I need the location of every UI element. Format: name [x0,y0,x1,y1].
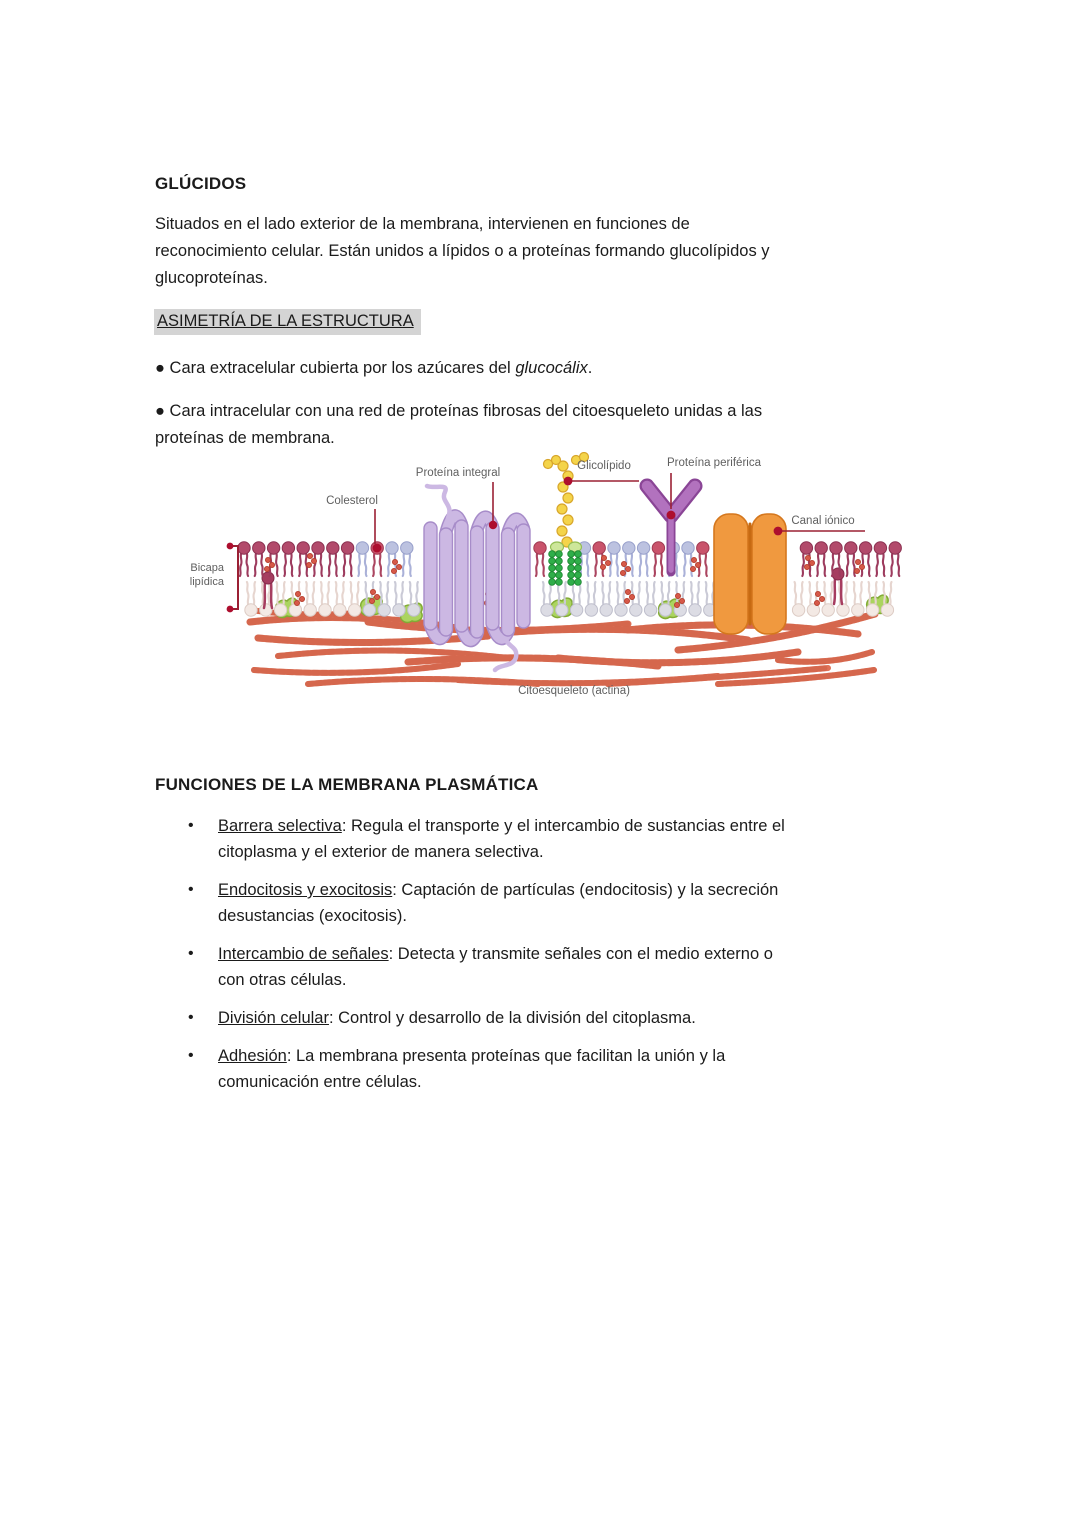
paragraph-line: glucoproteínas. [155,269,268,287]
list-bullet: • [188,945,194,962]
glucidos-paragraph [155,211,945,292]
leader-dot-canal [774,527,783,536]
list-item [188,1043,928,1095]
paragraph-line: Situados en el lado exterior de la membrana, intervienen en funciones de [155,215,690,233]
bracket-dot-bottom [227,606,234,613]
list-item-text [218,813,928,865]
list-desc-line2: con otras células. [218,971,347,989]
list-desc: : Captación de partículas (endocitosis) y la secreción [392,881,779,899]
bullet2-line: ● Cara intracelular con una red de proteínas fibrosas del citoesqueleto unidas a las [155,402,763,420]
list-item [188,813,928,865]
list-item-text [218,941,928,993]
membrane-diagram [158,452,930,720]
list-bullet: • [188,1047,194,1064]
label-proteina-periferica: Proteína periférica [667,457,761,469]
bicapa-bracket [231,546,238,609]
label-canal-ionico: Canal iónico [791,515,855,527]
heading-funciones: FUNCIONES DE LA MEMBRANA PLASMÁTICA [155,775,539,794]
list-term: Intercambio de señales [218,945,389,963]
list-item [188,877,928,929]
leader-dot-glicolipido [564,477,573,486]
label-bicapa-line1: Bicapa [190,562,224,574]
bullet2-line: proteínas de membrana. [155,429,335,447]
list-item-text [218,877,928,929]
label-colesterol: Colesterol [326,495,378,507]
list-item-text [218,1043,928,1095]
list-desc-line2: citoplasma y el exterior de manera selectiva. [218,843,544,861]
list-bullet: • [188,881,194,898]
list-term: Adhesión [218,1047,287,1065]
list-desc-line2: desustancias (exocitosis). [218,907,407,925]
bullet1-italic-term: glucocálix [515,359,588,377]
list-term: Barrera selectiva [218,817,342,835]
list-term: División celular [218,1009,329,1027]
asimetria-bullet-2 [155,398,945,452]
heading-glucidos: GLÚCIDOS [155,174,247,193]
list-desc: : Detecta y transmite señales con el medio externo o [388,945,773,963]
list-item-text [218,1005,928,1031]
list-desc: : Regula el transporte y el intercambio de sustancias entre el [341,817,785,835]
list-desc: : La membrana presenta proteínas que facilitan la unión y la [286,1047,726,1065]
paragraph-line: reconocimiento celular. Están unidos a lípidos o a proteínas formando glucolípidos y [155,242,770,260]
list-item [188,1005,928,1031]
label-citoesqueleto: Citoesqueleto (actina) [518,685,630,697]
heading-asimetria-wrap [154,309,421,335]
leader-dot-integral [489,521,497,529]
label-proteina-integral: Proteína integral [415,467,501,479]
leader-dot-colesterol [373,544,382,553]
bullet1-period: . [587,359,593,377]
heading-asimetria: ASIMETRÍA DE LA ESTRUCTURA [154,309,421,335]
asimetria-bullet-1 [155,355,945,382]
bullet1-text: ● Cara extracelular cubierta por los azúcares del [155,359,516,377]
list-desc: : Control y desarrollo de la división del citoplasma. [328,1009,696,1027]
list-item [188,941,928,993]
leader-dot-periferica [667,511,676,520]
label-bicapa-line2: lipídica [189,576,224,588]
list-desc-line2: comunicación entre células. [218,1073,422,1091]
bracket-dot-top [227,543,234,550]
list-bullet: • [188,1009,194,1026]
list-bullet: • [188,817,194,834]
label-glicolipido: Glicolípido [577,460,631,472]
funciones-list [188,813,928,1107]
list-term: Endocitosis y exocitosis [218,881,393,899]
